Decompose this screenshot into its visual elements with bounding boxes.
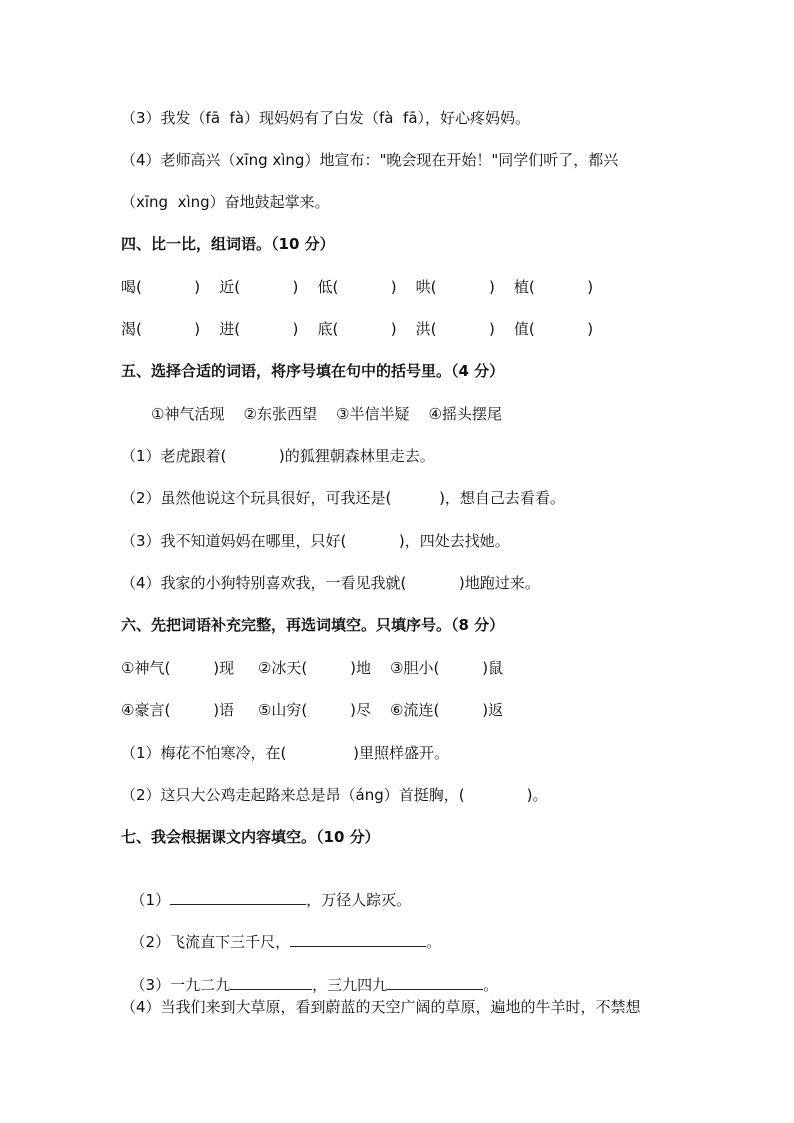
section-7-question-4: （4）当我们来到大草原，看到蔚蓝的天空广阔的草原，遍地的牛羊时，不禁想 — [121, 998, 641, 1016]
section-6-row-1: ①神气( )现 ②冰天( )地 ③胆小( )鼠 — [121, 659, 504, 677]
section-4-row-2: 渴( ) 进( ) 底( ) 洪( ) 值( ) — [121, 320, 594, 338]
section-7-question-3 — [121, 955, 498, 995]
section-5-heading: 五、选择合适的词语，将序号填在句中的括号里。（4 分） — [121, 362, 505, 380]
answer-blank-3a[interactable] — [230, 975, 312, 990]
question-3-prefix: （3）一九二九 — [130, 976, 231, 994]
question-2-suffix: 。 — [426, 933, 442, 951]
question-3-suffix: 。 — [483, 976, 499, 994]
section-7-question-2 — [121, 912, 441, 952]
section-6-question-2: （2）这只大公鸡走起路来总是昂（áng）首挺胸，( )。 — [121, 786, 548, 804]
section-7-question-1 — [121, 870, 411, 910]
section-5-question-2: （2）虽然他说这个玩具很好，可我还是( )，想自己去看看。 — [121, 489, 565, 507]
sentence-4-cont: （xīng xìng）奋地鼓起掌来。 — [121, 193, 330, 211]
answer-blank-3b[interactable] — [387, 975, 483, 990]
question-1-prefix: （1） — [130, 891, 171, 909]
section-5-question-1: （1）老虎跟着( )的狐狸朝森林里走去。 — [121, 447, 435, 465]
answer-blank-1[interactable] — [170, 890, 306, 905]
section-6-row-2: ④豪言( )语 ⑤山穷( )尽 ⑥流连( )返 — [121, 701, 504, 719]
section-5-options: ①神气活现 ②东张西望 ③半信半疑 ④摇头摆尾 — [151, 405, 503, 423]
answer-blank-2[interactable] — [290, 932, 426, 947]
section-7-heading: 七、我会根据课文内容填空。（10 分） — [121, 828, 380, 846]
section-6-question-1: （1）梅花不怕寒冷，在( )里照样盛开。 — [121, 744, 450, 762]
section-5-question-4: （4）我家的小狗特别喜欢我，一看见我就( )地跑过来。 — [121, 574, 540, 592]
question-2-prefix: （2）飞流直下三千尺， — [130, 933, 291, 951]
section-5-question-3: （3）我不知道妈妈在哪里，只好( )，四处去找她。 — [121, 532, 510, 550]
question-3-mid: ，三九四九 — [312, 976, 388, 994]
section-6-heading: 六、先把词语补充完整，再选词填空。只填序号。（8 分） — [121, 616, 505, 634]
section-4-heading: 四、比一比，组词语。（10 分） — [121, 235, 335, 253]
question-1-suffix: ，万径人踪灭。 — [306, 891, 412, 909]
section-4-row-1: 喝( ) 近( ) 低( ) 哄( ) 植( ) — [121, 278, 594, 296]
sentence-4: （4）老师高兴（xīng xìng）地宣布："晚会现在开始！"同学们听了，都兴 — [121, 151, 619, 169]
sentence-3: （3）我发（fā fà）现妈妈有了白发（fà fā），好心疼妈妈。 — [121, 109, 531, 127]
